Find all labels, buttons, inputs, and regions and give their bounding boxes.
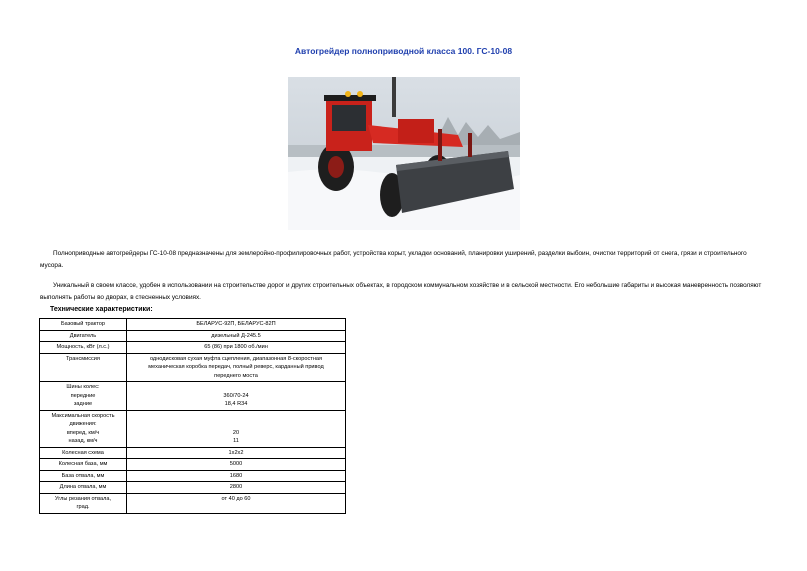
- page-title: Автогрейдер полноприводной класса 100. ГС-10-08: [294, 46, 513, 56]
- spec-label: Трансмиссия: [40, 353, 127, 382]
- table-row: [40, 410, 346, 447]
- grader-image: [288, 77, 520, 230]
- table-row: [40, 482, 346, 494]
- spec-label: Колесная схема: [40, 447, 127, 459]
- intro-paragraph: Полноприводные автогрейдеры ГС-10-08 предназначены для землеройно-профилировочных работ, устройства корыт, укладки оснований, планировки уширений, разделки выбоин, очистки территорий от снега, грязи и строительного мусора.: [40, 250, 747, 269]
- table-row: [40, 447, 346, 459]
- table-row: [40, 382, 346, 411]
- spec-value: дизельный Д-245.5: [127, 330, 346, 342]
- spec-value: 1х2х2: [127, 447, 346, 459]
- spec-label: Углы резания отвала, град.: [40, 493, 127, 513]
- spec-label: Мощность, кВт (л.с.): [40, 342, 127, 354]
- table-row: [40, 319, 346, 331]
- table-row: [40, 342, 346, 354]
- description-paragraph: Уникальный в своем классе, удобен в использовании на строительстве дорог и других строительных объектах, в городском коммунальном хозяйстве и в сельской местности. Его небольшие габариты и высокая маневренность позволяют выполнять работы во дворах, в стесненных условиях.: [40, 282, 762, 301]
- spec-label: Двигатель: [40, 330, 127, 342]
- specs-table: [39, 318, 346, 514]
- table-row: [40, 459, 346, 471]
- spec-value: 65 (86) при 1800 об./мин: [127, 342, 346, 354]
- spec-label: Колесная база, мм: [40, 459, 127, 471]
- spec-value: однодисковая сухая муфта сцепления, диапазонная 8-скоростная механическая коробка передач, полный реверс, карданный привод переднего моста: [127, 353, 346, 382]
- spec-label: Длина отвала, мм: [40, 482, 127, 494]
- grader-photo: [288, 77, 520, 230]
- spec-value: 1680: [127, 470, 346, 482]
- spec-value: 20 11: [127, 410, 346, 447]
- table-row: [40, 470, 346, 482]
- spec-label: Максимальная скорость движения: вперед, км/ч назад, км/ч: [40, 410, 127, 447]
- spec-value: БЕЛАРУС-92П, БЕЛАРУС-82П: [127, 319, 346, 331]
- spec-label: База отвала, мм: [40, 470, 127, 482]
- spec-value: 360/70-24 18,4 R34: [127, 382, 346, 411]
- spec-value: 2800: [127, 482, 346, 494]
- specs-heading: Технические характеристики:: [50, 306, 153, 313]
- spec-value: от 40 до 60: [127, 493, 346, 513]
- spec-label: Шины колес: передние задние: [40, 382, 127, 411]
- spec-label: Базовый трактор: [40, 319, 127, 331]
- spec-value: 5000: [127, 459, 346, 471]
- table-row: [40, 330, 346, 342]
- table-row: [40, 493, 346, 513]
- table-row: [40, 353, 346, 382]
